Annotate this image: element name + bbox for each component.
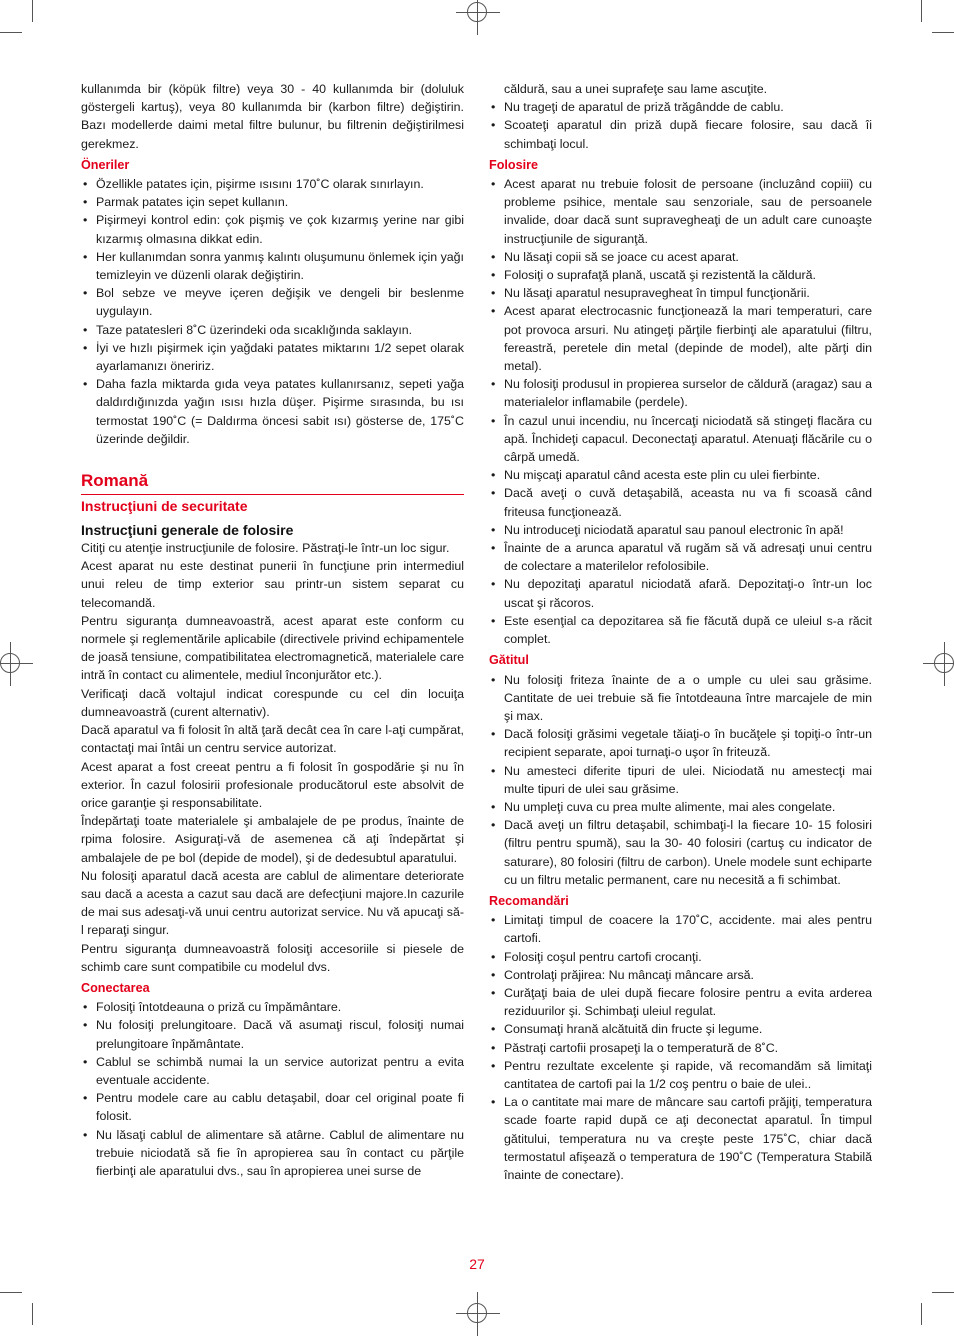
list-item: • Pentru modele care au cablu detaşabil, doar cel original poate fi folosit. xyxy=(81,1089,464,1125)
list-item: • Parmak patates için sepet kullanın. xyxy=(81,193,464,211)
intro-paragraph: kullanımda bir (köpük filtre) veya 30 - 40 kullanımda bir (doluluk göstergeli kartuş), veya 80 kullanımda bir (karbon filtre) değiştirin. Bazı modellerde daimi metal filtre bulunur, bu filtrenin değiştirilmesi gerekmez. xyxy=(81,82,464,151)
list-item: • Nu amesteci diferite tipuri de ulei. Niciodată nu amestecţi mai multe tipuri de ulei sau grăsime. xyxy=(489,762,872,798)
list-item: • Cablul se schimbă numai la un service autorizat pentru a evita eventuale accidente. xyxy=(81,1053,464,1089)
list-item: • Folosiţi întotdeauna o priză cu împământare. xyxy=(81,998,464,1016)
paragraph: Acest aparat a fost creeat pentru a fi folosit în gospodărie şi nu în exterior. În cazul folosirii profesionale producătorul este absolvit de orice garanţie şi responsabilitate. xyxy=(81,759,464,810)
security-heading: Instrucţiuni de securitate xyxy=(81,498,248,515)
crop-mark xyxy=(932,1292,954,1293)
list-item: • Înainte de a arunca aparatul vă rugăm să vă adresaţi unui centru de colectare a materilelor refolosibile. xyxy=(489,539,872,575)
list-item: • Consumaţi hrană alcătuită din fructe şi legume. xyxy=(489,1020,872,1038)
list-item: • Nu mişcaţi aparatul când acesta este plin cu ulei fierbinte. xyxy=(489,466,872,484)
list-item: • Pişirmeyi kontrol edin: çok pişmiş ve çok kızarmış yerine nar gibi kızarmış olmasına dikkat edin. xyxy=(81,211,464,247)
crop-mark xyxy=(0,32,22,33)
list-item: • Este esenţial ca depozitarea să fie făcută după ce uleiul s-a răcit complet. xyxy=(489,612,872,648)
list-item: • Scoateţi aparatul din priză după fiecare folosire, sau dacă îi schimbaţi locul. xyxy=(489,116,872,152)
registration-mark xyxy=(467,1303,487,1323)
paragraph: Citiţi cu atenţie instrucţiunile de folosire. Păstraţi-le într-un loc sigur. xyxy=(81,541,450,556)
list-item: • Nu folosiţi produsul in propierea surselor de căldură (aragaz) sau a materialelor inflamabile (perdele). xyxy=(489,375,872,411)
page-number: 27 xyxy=(469,1256,485,1272)
list-item: • Controlaţi prăjirea: Nu mâncaţi mâncare arsă. xyxy=(489,966,872,984)
crop-mark xyxy=(0,1292,22,1293)
list-item: • Nu folosiţi prelungitoare. Dacă vă asumaţi riscul, folosiţi numai prelungitoare înpământate. xyxy=(81,1016,464,1052)
registration-mark xyxy=(0,653,20,673)
continuation-list xyxy=(489,98,872,153)
list-item: • Folosiţi coşul pentru cartofi crocanţi. xyxy=(489,948,872,966)
paragraph: Verificaţi dacă voltajul indicat corespunde cu cel din locuiţa dumneavoastră (curent alternativ). xyxy=(81,686,464,719)
continuation-text: căldură, sau a unei suprafeţe sau lame ascuţite. xyxy=(504,82,768,96)
list-item: • Dacă aveţi un filtru detaşabil, schimbaţi-l la fiecare 10- 15 folosiri (filtru pentru spumă), sau la 30- 40 folosiri (cartuş cu indicator de saturare), 80 folosiri (filtru de carbon). Unele modele sunt echiparte cu un filtru metalic permanent, care nu necesită a fi schimbat. xyxy=(489,816,872,889)
list-item: • Nu lăsaţi aparatul nesupravegheat în timpul funcţionării. xyxy=(489,284,872,302)
right-column xyxy=(489,80,872,1184)
section-heading-conectarea: Conectarea xyxy=(81,980,150,995)
list-item: • Nu depozitaţi aparatul niciodată afară. Depozitaţi-o într-un loc uscat şi răcoros. xyxy=(489,575,872,611)
paragraph: Pentru siguranţa dumneavoastră folosiţi accesoriile si piesele de schimb care sunt compatibile cu modelul dvs. xyxy=(81,941,464,974)
section-heading-recomandari: Recomandări xyxy=(489,893,569,908)
list-item: • Nu lăsaţi cablul de alimentare să atârne. Cablul de alimentare nu trebuie niciodată să fie în apropierea sau în contact cu părţile fierbinţi ale aparatului dvs., sau în apropierea unei surse de xyxy=(81,1126,464,1181)
list-item: • Dacă aveţi o cuvă detaşabilă, aceasta nu va fi scoasă când friteusa funcţionează. xyxy=(489,484,872,520)
left-column xyxy=(81,80,464,1180)
recomandari-list xyxy=(489,911,872,1184)
conectarea-list xyxy=(81,998,464,1180)
list-item: • Acest aparat electrocasnic funcţionează la mari temperaturi, care pot provoca arsuri. Nu atingeţi părţile fierbinţi ale aparatului (filtru, fereastră, peretele din metal (depinde de model), alte părţi din metal). xyxy=(489,302,872,375)
paragraph: Acest aparat nu este destinat punerii în funcţiune prin intermediul unui releu de timp exterior sau printr-un sistem separat cu telecomandă. xyxy=(81,559,464,610)
oneriler-list xyxy=(81,175,464,448)
general-instructions-heading: Instrucţiuni generale de folosire xyxy=(81,522,294,539)
paragraph: Îndepărtaţi toate materialele şi ambalajele de pe produs, înainte de rpima folosire. Asiguraţi-vă de asemenea că aţi îndepărtat şi ambalajele de pe bol (depide de model), şi de dedesubtul aparatului. xyxy=(81,814,464,865)
paragraph: Nu folosiţi aparatul dacă acesta are cablul de alimentare deteriorate sau dacă a acesta a cazut sau dacă are defecţiuni majore.In cazurile de mai sus adesaţi-vă unui centru autorizat service. Nu vă apucaţi să-l reparaţi singur. xyxy=(81,868,464,938)
list-item: • Nu umpleţi cuva cu prea multe alimente, mai ales congelate. xyxy=(489,798,872,816)
crop-mark xyxy=(932,32,954,33)
list-item: • Taze patatesleri 8˚C üzerindeki oda sıcaklığında saklayın. xyxy=(81,321,464,339)
list-item: • İyi ve hızlı pişirmek için yağdaki patates miktarını 1/2 sepet olarak ayarlamanızı öneririz. xyxy=(81,339,464,375)
list-item: • Folosiţi o suprafaţă plană, uscată şi rezistentă la căldură. xyxy=(489,266,872,284)
paragraph: Dacă aparatul va fi folosit în altă ţară decât cea în care l-aţi cumpărat, contactaţi mai întâi un centru service autorizat. xyxy=(81,723,464,756)
list-item: • Păstraţi cartofii prosapeţi la o temperatură de 8˚C. xyxy=(489,1039,872,1057)
list-item: • Nu trageţi de aparatul de priză trăgândde de cablu. xyxy=(489,98,872,116)
list-item: • Dacă folosiţi grăsimi vegetale tăiaţi-o în bucăţele şi topiţi-o într-un recipient separate, apoi turnaţi-o uşor în friteuză. xyxy=(489,725,872,761)
list-item: • La o cantitate mai mare de mâncare sau cartofi prăjiţi, temperatura scade foarte rapid după ce aţi deconectat aparatul. În timpul gătitului, temperatura nu va creşte peste 175˚C, chiar dacă termostatul afişează o temperatura de 190˚C (Temperatura Stabilă înainte de conectare). xyxy=(489,1093,872,1184)
list-item: • Her kullanımdan sonra yanmış kalıntı oluşumunu önlemek için yağı temizleyin ve düzenli olarak değiştirin. xyxy=(81,248,464,284)
paragraph: Pentru siguranţa dumneavoastră, acest aparat este conform cu normele şi reglementările aplicabile (directivele privind echipamentele de joasă tensiune, compatibilitatea electromagnetică, materialele care intră în contact cu alimentele, mediul înconjurător etc.). xyxy=(81,613,464,683)
list-item: • Özellikle patates için, pişirme ısısını 170˚C olarak sınırlayın. xyxy=(81,175,464,193)
crop-mark xyxy=(32,1303,33,1325)
list-item: • În cazul unui incendiu, nu încercaţi niciodată să stingeţi flacăra cu apă. Închideţi capacul. Deconectaţi aparatul. Atenuaţi flăcările cu o cârpă umedă. xyxy=(489,412,872,467)
language-heading-romana: Romană xyxy=(81,471,149,491)
section-heading-gatitul: Gătitul xyxy=(489,653,529,668)
list-item: • Daha fazla miktarda gıda veya patates kullanırsanız, sepeti yağa daldırdığınızda yağın ısısı hızla düşer. Pişirme sırasında, bu ısı termostat 190˚C (= Daldırma öncesi sabit ısı) gösterse de, 175˚C üzerinde değildir. xyxy=(81,375,464,448)
crop-mark xyxy=(32,0,33,22)
section-heading-oneriler: Öneriler xyxy=(81,157,130,172)
list-item: • Nu lăsaţi copii să se joace cu acest aparat. xyxy=(489,248,872,266)
list-item: • Acest aparat nu trebuie folosit de persoane (incluzând copiii) cu probleme psihice, mentale sau senzoriale, sau de persoanele invalide, doar dacă sunt supravegheaţi de un adult care cunoaşte instrucţiunile de siguranţă. xyxy=(489,175,872,248)
crop-mark xyxy=(921,1303,922,1325)
list-item: • Bol sebze ve meyve içeren değişik ve dengeli bir beslenme uygulayın. xyxy=(81,284,464,320)
folosire-list xyxy=(489,175,872,648)
list-item: • Limitaţi timpul de coacere la 170˚C, accidente. mai ales pentru cartofi. xyxy=(489,911,872,947)
section-heading-folosire: Folosire xyxy=(489,157,538,172)
registration-mark xyxy=(934,653,954,673)
list-item: • Nu introduceţi niciodată aparatul sau panoul electronic în apă! xyxy=(489,521,872,539)
list-item: • Nu folosiţi friteza înainte de a o umple cu ulei sau grăsime. Cantitate de uei trebuie să fie întotdeauna între marcajele de min şi max. xyxy=(489,671,872,726)
list-item: • Pentru rezultate excelente şi rapide, vă recomandăm să limitaţi cantitatea de cartofi pai la 1/2 coş pentru o baie de ulei.. xyxy=(489,1057,872,1093)
gatitul-list xyxy=(489,671,872,889)
crop-mark xyxy=(921,0,922,22)
heading-divider xyxy=(81,494,464,495)
list-item: • Curăţaţi baia de ulei după fiecare folosire pentru a evita arderea reziduurilor şi. Schimbaţi uleiul regulat. xyxy=(489,984,872,1020)
registration-mark xyxy=(467,2,487,22)
